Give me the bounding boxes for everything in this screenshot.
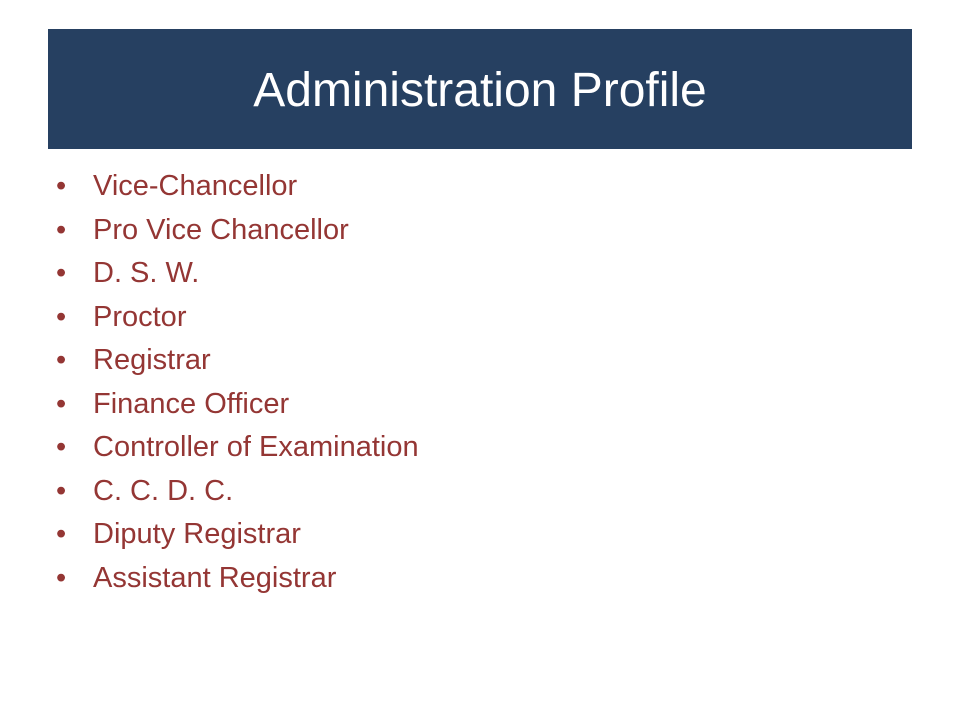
list-item <box>56 296 419 340</box>
bullet-icon: • <box>56 300 67 333</box>
bullet-icon: • <box>56 431 67 464</box>
bullet-icon: • <box>56 474 67 507</box>
list-item-label: D. S. W. <box>93 257 200 290</box>
list-item-label: Registrar <box>93 344 211 377</box>
list-item <box>56 513 419 557</box>
title-banner <box>48 29 912 149</box>
list-item <box>56 557 419 601</box>
list-item-label: Controller of Examination <box>93 431 419 464</box>
bullet-icon: • <box>56 257 67 290</box>
list-item <box>56 426 419 470</box>
list-item-label: Diputy Registrar <box>93 518 301 551</box>
bullet-icon: • <box>56 387 67 420</box>
bullet-icon: • <box>56 561 67 594</box>
list-item <box>56 383 419 427</box>
list-item-label: Proctor <box>93 300 187 333</box>
list-item-label: Vice-Chancellor <box>93 170 298 203</box>
bullet-icon: • <box>56 213 67 246</box>
list-item-label: C. C. D. C. <box>93 474 234 507</box>
list-item <box>56 209 419 253</box>
list-item <box>56 339 419 383</box>
bullet-icon: • <box>56 344 67 377</box>
list-item-label: Finance Officer <box>93 387 290 420</box>
bullet-icon: • <box>56 518 67 551</box>
list-item <box>56 252 419 296</box>
list-item <box>56 165 419 209</box>
list-item <box>56 470 419 514</box>
list-item-label: Pro Vice Chancellor <box>93 213 349 246</box>
list-item-label: Assistant Registrar <box>93 561 337 594</box>
slide-title: Administration Profile <box>253 64 707 117</box>
bullet-list <box>56 165 419 600</box>
bullet-icon: • <box>56 170 67 203</box>
